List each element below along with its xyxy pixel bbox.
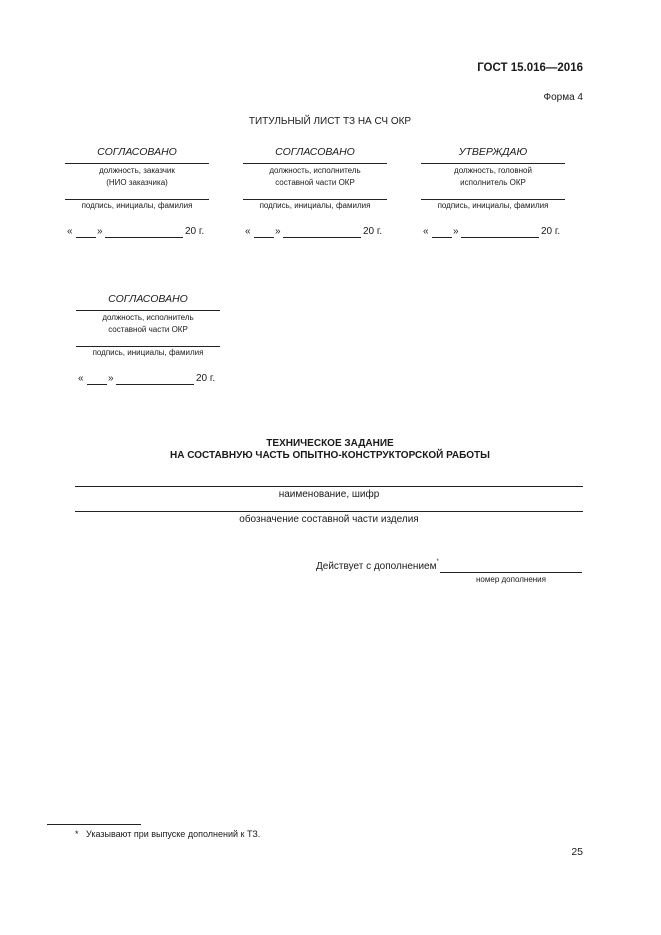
title-line-2: НА СОСТАВНУЮ ЧАСТЬ ОПЫТНО-КОНСТРУКТОРСКОЙ РАБОТЫ [170, 450, 490, 461]
footnote-text: Указывают при выпуске дополнений к ТЗ. [86, 829, 261, 839]
footnote [75, 829, 260, 839]
year-label: 20 г. [196, 373, 216, 384]
month-blank [461, 237, 539, 238]
signature-caption: подпись, инициалы, фамилия [81, 201, 193, 210]
position-caption: должность, заказчик (НИО заказчика) [99, 166, 175, 187]
designation-caption: обозначение составной части изделия [239, 514, 419, 525]
page-number: 25 [571, 846, 583, 858]
position-caption: должность, головной исполнитель ОКР [454, 166, 532, 187]
date-open-quote: « [67, 226, 73, 237]
day-blank [432, 237, 452, 238]
form-label: Форма 4 [543, 92, 583, 103]
technical-task-title [130, 438, 530, 462]
position-caption: должность, исполнитель составной части ОКР [102, 313, 194, 334]
footnote-rule [47, 824, 141, 825]
designation-line [75, 511, 583, 512]
month-blank [105, 237, 183, 238]
day-blank [254, 237, 274, 238]
position-caption: должность, исполнитель составной части ОКР [269, 166, 361, 187]
title-line-1: ТЕХНИЧЕСКОЕ ЗАДАНИЕ [266, 438, 394, 449]
date-line [76, 373, 220, 387]
approval-block-component-performer [76, 292, 220, 387]
date-line [65, 226, 209, 240]
signature-caption: подпись, инициалы, фамилия [92, 348, 204, 357]
addendum-mark: * [436, 559, 439, 565]
date-line [421, 226, 565, 240]
addendum-number-line [440, 572, 582, 573]
position-line [243, 163, 387, 164]
date-close-quote: » [453, 226, 459, 237]
month-blank [283, 237, 361, 238]
day-blank [76, 237, 96, 238]
day-blank [87, 384, 107, 385]
block-heading: СОГЛАСОВАНО [108, 293, 188, 305]
approval-block-customer [65, 145, 209, 240]
date-close-quote: » [108, 373, 114, 384]
date-close-quote: » [97, 226, 103, 237]
year-label: 20 г. [185, 226, 205, 237]
month-blank [116, 384, 194, 385]
position-line [65, 163, 209, 164]
date-close-quote: » [275, 226, 281, 237]
year-label: 20 г. [363, 226, 383, 237]
block-heading: СОГЛАСОВАНО [275, 146, 355, 158]
document-title: ТИТУЛЬНЫЙ ЛИСТ ТЗ НА СЧ ОКР [248, 116, 412, 127]
footnote-mark: * [75, 829, 79, 839]
standard-number: ГОСТ 15.016—2016 [477, 62, 583, 74]
signature-caption: подпись, инициалы, фамилия [259, 201, 371, 210]
date-line [243, 226, 387, 240]
approval-block-approve [421, 145, 565, 240]
addendum-text: Действует с дополнением [316, 561, 437, 572]
block-heading: УТВЕРЖДАЮ [458, 146, 528, 158]
signature-caption: подпись, инициалы, фамилия [437, 201, 549, 210]
date-open-quote: « [423, 226, 429, 237]
block-heading: СОГЛАСОВАНО [97, 146, 177, 158]
position-line [421, 163, 565, 164]
year-label: 20 г. [541, 226, 561, 237]
date-open-quote: « [78, 373, 84, 384]
approval-block-performer [243, 145, 387, 240]
addendum-label [316, 561, 439, 572]
position-line [76, 310, 220, 311]
date-open-quote: « [245, 226, 251, 237]
name-caption: наименование, шифр [278, 489, 380, 500]
name-line [75, 486, 583, 487]
addendum-caption: номер дополнения [476, 575, 546, 584]
